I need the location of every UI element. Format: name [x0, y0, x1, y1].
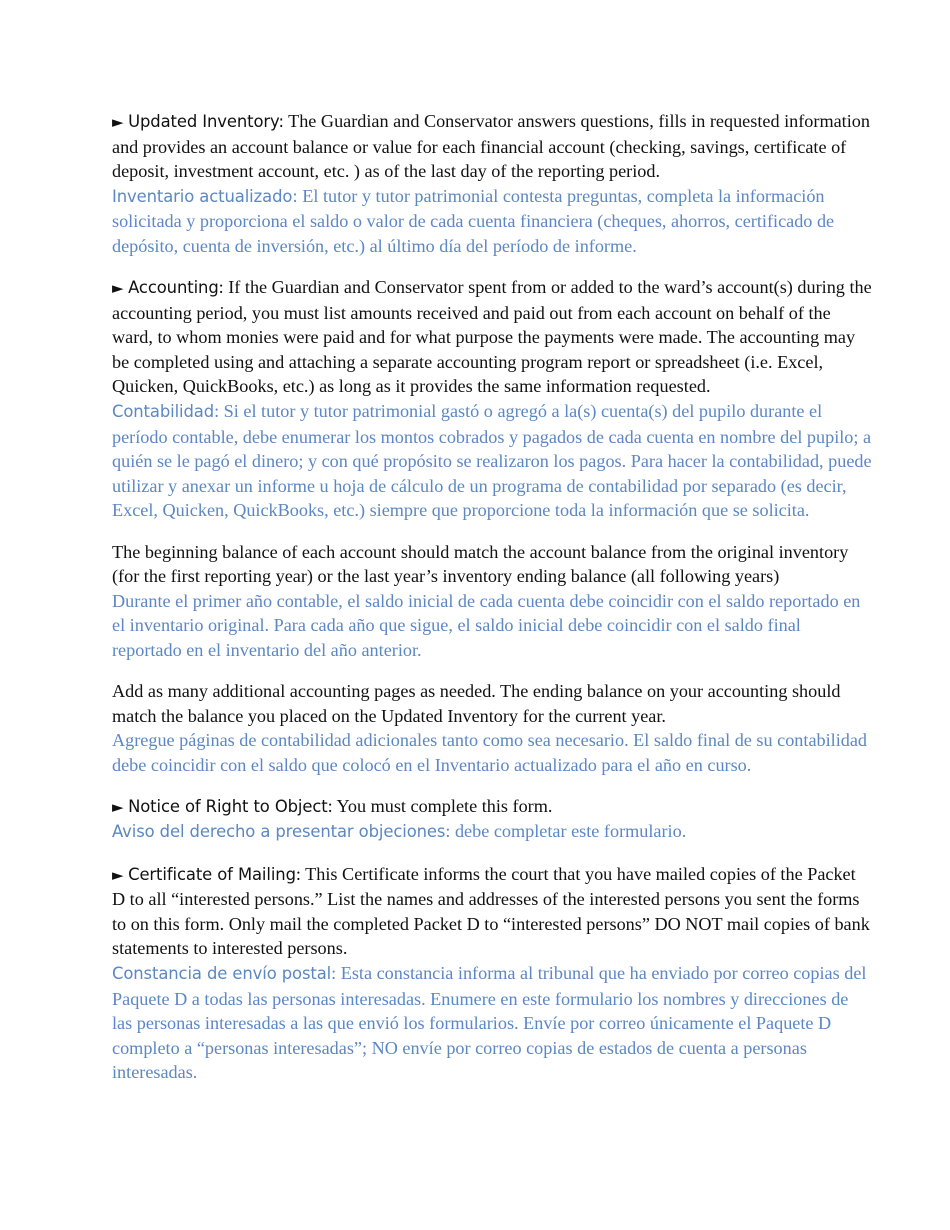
section-body: : If the Guardian and Conservator spent from or added to the ward’s account(s) during the accounting period, you must list amounts received and paid out from each account on behalf of the ward, to whom monies were paid and for what purpose the payments were made. The accounting may be completed using and attaching a separate accounting program report or spreadsheet (i.e. Excel, Quicken, QuickBooks, etc.) as long as it provides the same information requested. — [112, 277, 872, 397]
section-body-es: : debe completar este formulario. — [445, 821, 687, 842]
section-body: : You must complete this form. — [327, 795, 553, 816]
instructions-page — [112, 109, 872, 1101]
spanish-paragraph — [112, 819, 872, 845]
section-updated-inventory — [112, 109, 872, 259]
section-body-es: : Si el tutor y tutor patrimonial gastó o agregó a la(s) cuenta(s) del pupilo durante el período contable, debe enumerar los montos cobrados y pagados de cada cuenta en nombre del pupilo; a quién se le pagó el dinero; y con qué propósito se realizaron los pagos. Para hacer la contabilidad, puede utilizar y anexar un informe u hoja de cálculo de un programa de contabilidad por separado (es decir, Excel, Quicken, QuickBooks, etc.) siempre que proporcione toda la información que se solicita. — [112, 401, 872, 521]
spanish-paragraph — [112, 184, 872, 259]
bullet-arrow-icon: ► — [112, 797, 124, 816]
section-heading-es: Contabilidad — [112, 402, 215, 422]
section-body-es: El tutor y tutor patrimonial contesta preguntas, completa la información solicitada y proporciona el saldo o valor de cada cuenta financiera (cheques, ahorros, certificado de depósito, cuenta de inversión, etc.) al último día del período de informe. — [112, 185, 835, 256]
spanish-paragraph: Agregue páginas de contabilidad adicionales tanto como sea necesario. El saldo final de su contabilidad debe coincidir con el saldo que colocó en el Inventario actualizado para el año en curso. — [112, 730, 868, 775]
section-additional-pages — [112, 679, 872, 777]
bullet-arrow-icon: ► — [112, 865, 124, 884]
spanish-paragraph — [112, 961, 872, 1085]
section-notice-of-right-to-object — [112, 794, 872, 845]
english-paragraph — [112, 109, 872, 184]
english-paragraph: The beginning balance of each account should match the account balance from the original inventory (for the first reporting year) or the last year’s inventory ending balance (all following years) — [112, 541, 849, 587]
spanish-paragraph — [112, 399, 872, 523]
english-paragraph — [112, 275, 872, 399]
section-beginning-balance — [112, 540, 872, 663]
section-body: The Guardian and Conservator answers questions, fills in requested information and provides an account balance or value for each financial account (checking, savings, certificate of deposit, investment account, etc. ) as of the last day of the reporting period. — [112, 111, 870, 182]
section-heading: Updated Inventory: — [128, 112, 284, 131]
section-body: : This Certificate informs the court that you have mailed copies of the Packet D to all “interested persons.” List the names and addresses of the interested persons you sent the forms to on this form. Only mail the completed Packet D to “interested persons” DO NOT mail copies of bank statements to interested persons. — [112, 863, 870, 959]
section-heading: Notice of Right to Object — [128, 796, 328, 816]
english-paragraph — [112, 794, 872, 820]
section-heading: Accounting — [128, 278, 219, 298]
spanish-paragraph: Durante el primer año contable, el saldo inicial de cada cuenta debe coincidir con el saldo reportado en el inventario original. Para cada año que sigue, el saldo inicial debe coincidir con el saldo final reportado en el inventario del año anterior. — [112, 590, 861, 660]
english-paragraph: Add as many additional accounting pages as needed. The ending balance on your accounting should match the balance you placed on the Updated Inventory for the current year. — [112, 680, 841, 726]
section-heading: Certificate of Mailing — [128, 864, 296, 884]
section-certificate-of-mailing — [112, 862, 872, 1085]
bullet-arrow-icon: ► — [112, 113, 124, 131]
section-heading-es: Constancia de envío postal — [112, 963, 332, 983]
section-heading-es: Inventario actualizado: — [112, 186, 298, 206]
section-accounting — [112, 275, 872, 523]
section-body-es: : Esta constancia informa al tribunal que ha enviado por correo copias del Paquete D a todas las personas interesadas. Enumere en este formulario los nombres y direcciones de las personas interesadas a las que envió los formularios. Envíe por correo únicamente el Paquete D completo a “personas interesadas”; NO envíe por correo copias de estados de cuenta a personas interesadas. — [112, 962, 867, 1083]
english-paragraph — [112, 862, 872, 961]
bullet-arrow-icon: ► — [112, 279, 124, 298]
section-heading-es: Aviso del derecho a presentar objeciones — [112, 822, 446, 842]
